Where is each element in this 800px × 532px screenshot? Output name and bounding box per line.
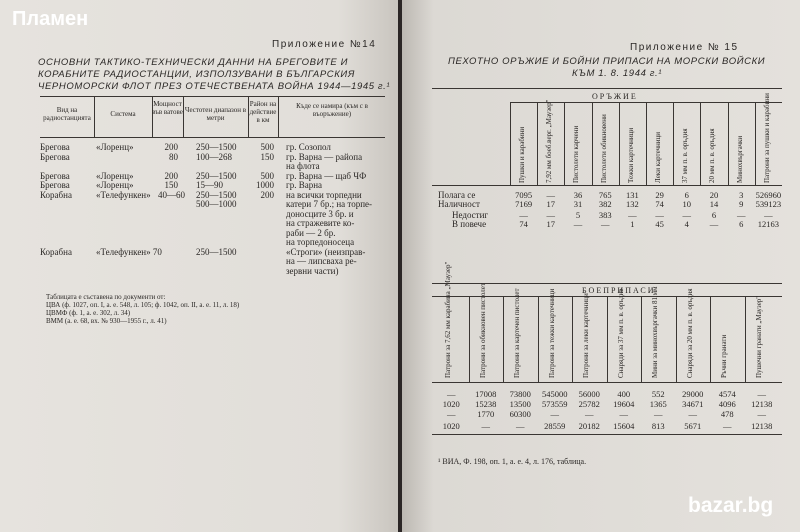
weapons-row-label: Недостиг: [452, 210, 489, 220]
weapons-cell: 14: [709, 199, 719, 209]
header-power: Мощност във ватове: [152, 100, 183, 116]
table-cell: 500: [260, 170, 274, 181]
ammo-cell: 12138: [751, 399, 773, 409]
ammo-column-header: Пушечни гранати „Маузер": [754, 295, 763, 378]
weapon-column-header: Леки картечници: [654, 131, 662, 183]
col-divider: [728, 102, 729, 185]
weapons-cell: 1: [630, 219, 635, 229]
col-divider: [745, 296, 746, 382]
right-page: [402, 0, 800, 532]
ammo-column-header: Патрони за тежки картечници: [547, 288, 556, 378]
col-divider: [710, 296, 711, 382]
col-divider: [700, 102, 701, 185]
table-cell: 200: [164, 170, 178, 181]
appendix-15-label: Приложение № 15: [630, 42, 739, 53]
ammo-cell: 28559: [544, 421, 566, 431]
table-cell: «Лоренц»: [96, 180, 134, 190]
ammo-cell: —: [447, 409, 456, 419]
ammo-header-rule: [432, 382, 782, 383]
weapons-cell: 36: [573, 190, 583, 200]
weapons-cell: —: [682, 210, 692, 220]
weapons-cell: —: [600, 219, 610, 229]
weapons-cell: 74: [655, 199, 664, 209]
table-cell: 500—1000: [196, 199, 237, 209]
col-divider: [607, 296, 608, 382]
weapons-cell: 74: [519, 219, 528, 229]
ammo-cell: —: [688, 409, 697, 419]
weapons-cell: —: [573, 219, 583, 229]
weapon-column-header: Пистолети обикновени: [599, 114, 608, 183]
table-cell: 200: [164, 142, 178, 152]
weapons-cell: 12163: [757, 219, 780, 229]
col-divider: [510, 102, 511, 185]
weapons-cell: 17: [546, 199, 556, 209]
table-cell: Брегова: [40, 151, 70, 162]
table-cell: Корабна: [40, 189, 72, 200]
ammo-cell: 5671: [684, 421, 702, 431]
weapon-column-header: 20 мм п. в. оръдия: [708, 128, 717, 183]
weapons-cell: —: [655, 210, 664, 220]
weapons-cell: 131: [626, 190, 639, 200]
col-divider: [676, 296, 677, 382]
weapons-cell: 5: [575, 210, 581, 220]
table-cell: 15—90: [196, 180, 223, 190]
bazar-logo: [686, 488, 786, 520]
watermark-text: Пламен: [12, 8, 89, 30]
ammo-cell: 400: [617, 389, 631, 399]
ammo-cell: 573559: [542, 399, 568, 409]
ammo-cell: 1020: [442, 399, 460, 409]
ammo-column-header: Патрони за 7,62 мм карабина „Маузер": [444, 261, 452, 378]
weapons-cell: 9: [739, 199, 744, 209]
weapon-column-header: Патрони за пушки и карабини: [762, 93, 771, 183]
weapons-cell: 765: [598, 190, 612, 200]
ammo-cell: 552: [651, 389, 665, 399]
weapons-top-rule: [432, 88, 782, 89]
weapons-cell: 17: [546, 219, 556, 229]
weapons-cell: 10: [682, 199, 692, 209]
header-frequency: Честотен диапазон в метри: [184, 106, 247, 122]
ammo-cell: 15604: [613, 421, 635, 431]
ammo-cell: 4096: [718, 399, 736, 409]
table-cell: 80: [169, 151, 178, 162]
table-cell: доносците 3 бр. и: [286, 208, 354, 219]
col-divider: [572, 296, 573, 382]
weapons-cell: 31: [573, 199, 583, 209]
weapon-column-header: Пушки и карабини: [518, 126, 526, 183]
weapons-cell: 29: [655, 190, 664, 200]
ammo-cell: 17008: [475, 389, 497, 399]
logo-text: bazar.bg: [688, 494, 774, 517]
weapon-column-header: Тежки картечници: [626, 127, 635, 183]
weapons-cell: 526960: [755, 190, 782, 200]
col-divider: [538, 296, 539, 382]
table-cell: Брегова: [40, 170, 70, 181]
table-14-title-line2: КОРАБНИТЕ РАДИОСТАНЦИИ, ИЗПОЛЗУВАНИ В БЪЛГАРСКИЯ: [38, 69, 355, 80]
table-14-title-line1: ОСНОВНИ ТАКТИКО-ТЕХНИЧЕСКИ ДАННИ НА БРЕГОВИТЕ И: [38, 57, 348, 68]
ammo-cell: 1365: [649, 399, 667, 409]
ammo-bottom-rule: [432, 434, 782, 435]
weapon-column-header: Минохвъргачки: [735, 135, 744, 183]
weapons-cell: 539123: [755, 199, 782, 209]
ammo-cell: —: [654, 409, 663, 419]
weapon-column-header: Пистолети карчени: [572, 125, 581, 183]
ammo-cell: 813: [651, 421, 665, 431]
weapon-column-header: 7,92 мм боеб.верг. „Маузер": [545, 99, 554, 183]
ammo-cell: 34671: [682, 399, 704, 409]
table-cell: гр. Созопол: [286, 142, 331, 152]
table-cell: на флота: [286, 161, 320, 171]
weapons-cell: 6: [711, 210, 717, 220]
sources-line: ЦВА (ф. 1027, оп. I, а. е. 548, л. 105; ф. 1042, оп. II, а. е. 11, л. 18): [46, 301, 240, 309]
ammo-cell: 1770: [477, 409, 495, 419]
table-cell: «Лоренц»: [96, 142, 134, 152]
ammo-cell: —: [516, 421, 525, 431]
header-location: Къде се намира (към с в въоръжение): [296, 102, 368, 118]
ammo-column-header: Мини за минохвъргачки 81 мм: [651, 286, 659, 378]
weapon-column-header: 37 мм п. в. оръдия: [681, 128, 690, 183]
weapons-cell: —: [628, 210, 637, 220]
ammo-cell: —: [585, 409, 594, 419]
weapons-cell: 7095: [515, 190, 533, 200]
col-divider: [646, 102, 647, 185]
col-divider: [278, 96, 279, 137]
ammo-cell: 73800: [509, 389, 531, 399]
ammo-cell: —: [619, 409, 628, 419]
table-cell: 150: [164, 180, 178, 190]
weapons-cell: 45: [655, 219, 664, 229]
ammo-column-header: Патрони за леки картечници: [582, 293, 590, 378]
sources-line: ВММ (а. е. 68, вх. № 930—1955 г., л. 41): [46, 317, 167, 325]
weapons-title: ОРЪЖИЕ: [592, 92, 638, 101]
ammo-column-header: Патрони за обикновен пистолет: [478, 283, 487, 378]
ammo-cell: 25782: [578, 399, 600, 409]
col-divider: [537, 102, 538, 185]
col-divider: [592, 102, 593, 185]
weapons-cell: —: [546, 210, 556, 220]
table-cell: на стражевите ко-: [286, 218, 355, 228]
ammo-cell: 4574: [718, 389, 736, 399]
weapons-cell: —: [519, 210, 528, 220]
weapons-cell: —: [764, 210, 773, 220]
table-cell: 1000: [256, 180, 274, 190]
table-cell: Брегова: [40, 180, 70, 190]
ammo-cell: 545000: [542, 389, 568, 399]
header-radio-type: Вид на радиостанцията: [43, 106, 91, 122]
ammo-title: БОЕПРИПАСИ: [582, 286, 656, 295]
table-cell: «Телефункен» 70: [96, 246, 162, 257]
weapons-cell: —: [709, 219, 719, 229]
weapons-cell: 383: [598, 210, 612, 220]
ammo-cell: 19604: [613, 399, 635, 409]
weapons-row-label: Полага се: [438, 190, 476, 200]
ammo-column-header: Снаряди за 37 мм п. в. оръдие: [616, 288, 625, 378]
ammo-cell: 13500: [509, 399, 531, 409]
table-cell: гр. Варна: [286, 180, 322, 190]
table-cell: Корабна: [40, 246, 72, 257]
table-cell: 250—1500: [196, 189, 237, 200]
ammo-cell: 56000: [578, 389, 600, 399]
left-page: [0, 0, 398, 532]
ammo-cell: 60300: [509, 409, 531, 419]
header-range: Район на действие в км: [249, 100, 277, 124]
table-cell: на — липсваха ре-: [286, 256, 357, 266]
table-cell: 250—1500: [196, 246, 237, 257]
table-14-header-rule: [40, 137, 385, 138]
table-cell: зервни части): [286, 265, 339, 276]
ammo-column-header: Снаряди за 20 мм п. в. оръдия: [685, 288, 694, 378]
ammo-cell: —: [447, 389, 456, 399]
footnote: ¹ ВИА, Ф. 198, оп. 1, а. е. 4, л. 176, таблица.: [438, 457, 587, 466]
table-cell: гр. Варна — щаб ЧФ: [286, 170, 367, 181]
table-cell: на торпедоносеца: [286, 237, 355, 247]
weapons-row-label: В повече: [452, 219, 487, 229]
table-15-title-line2: КЪМ 1. 8. 1944 г.¹: [572, 68, 662, 79]
weapons-cell: —: [736, 210, 746, 220]
table-cell: 250—1500: [196, 142, 237, 152]
weapons-cell: 4: [684, 219, 689, 229]
ammo-cell: —: [550, 409, 559, 419]
weapons-cell: 132: [626, 199, 639, 209]
weapons-cell: 20: [709, 190, 719, 200]
ammo-cell: 29000: [682, 389, 704, 399]
table-14-title-line3: ЧЕРНОМОРСКИ ФЛОТ ПРЕЗ ОТЕЧЕСТВЕНАТА ВОЙНА 1944—1945 г.¹: [38, 81, 391, 92]
col-divider: [755, 102, 756, 185]
table-14-top-rule: [40, 96, 385, 97]
col-divider: [564, 102, 565, 185]
col-divider: [503, 296, 504, 382]
sources-line: Таблицата е съставена по документи от:: [46, 293, 166, 301]
table-cell: 250—1500: [196, 170, 237, 181]
ammo-cell: —: [723, 421, 732, 431]
table-cell: 100—268: [196, 151, 232, 162]
weapons-cell: 382: [598, 199, 612, 209]
table-cell: «Строги» (неизправ-: [286, 246, 366, 257]
ammo-cell: 15238: [475, 399, 497, 409]
ammo-cell: 20182: [578, 421, 600, 431]
ammo-cell: 1020: [442, 421, 460, 431]
sources-line: ЦВМФ (ф. 1, а. е. 302, л. 34): [46, 309, 131, 317]
ammo-cell: 12138: [751, 421, 773, 431]
weapons-cell: 3: [739, 190, 744, 200]
ammo-column-header: Патрони за картечен пистолет: [513, 288, 521, 378]
table-cell: 500: [260, 142, 274, 152]
ammo-cell: 478: [720, 409, 734, 419]
weapons-cell: 6: [739, 219, 744, 229]
table-cell: на всички торпедни: [286, 189, 362, 200]
table-cell: 150: [260, 151, 274, 162]
col-divider: [673, 102, 674, 185]
table-cell: катери 7 бр.; на торпе-: [286, 199, 373, 209]
appendix-14-label: Приложение №14: [272, 39, 377, 50]
table-cell: «Лоренц»: [96, 170, 134, 181]
weapons-cell: 6: [684, 190, 689, 200]
ammo-cell: —: [757, 409, 766, 419]
table-15-title-line1: ПЕХОТНО ОРЪЖИЕ И БОЙНИ ПРИПАСИ НА МОРСКИ ВОЙСКИ: [448, 56, 766, 67]
ammo-cell: —: [757, 389, 766, 399]
table-cell: гр. Варна — райопа: [286, 151, 363, 162]
ammo-cell: —: [481, 421, 490, 431]
weapons-header-rule: [432, 185, 782, 186]
weapons-cell: 7169: [515, 199, 533, 209]
col-divider: [469, 296, 470, 382]
table-cell: «Телефункен»: [96, 189, 151, 200]
header-system: Система: [110, 110, 136, 118]
table-cell: 40—60: [158, 189, 185, 200]
table-cell: 200: [260, 189, 274, 200]
weapons-cell: —: [546, 190, 556, 200]
table-cell: Брегова: [40, 142, 70, 152]
col-divider: [619, 102, 620, 185]
table-cell: раби — 2 бр.: [286, 227, 336, 238]
col-divider: [641, 296, 642, 382]
ammo-column-header: Ръчни гранати: [720, 334, 728, 378]
weapons-row-label: Наличност: [438, 199, 480, 209]
